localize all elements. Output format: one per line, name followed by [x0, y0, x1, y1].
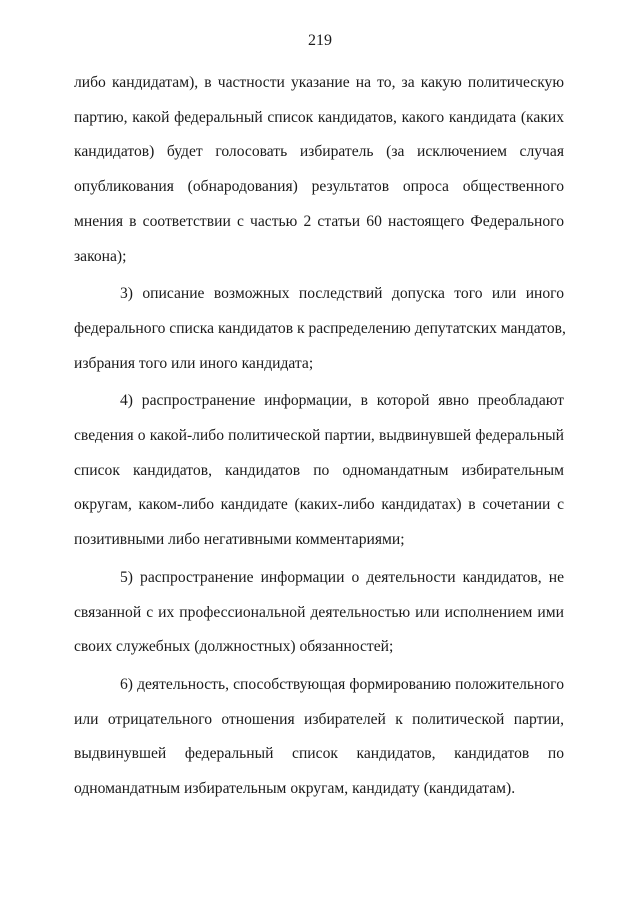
text-line: федерального списка кандидатов к распределению депутатских мандатов,: [74, 319, 566, 337]
text-line: 6) деятельность, способствующая формированию положительного: [120, 675, 564, 693]
text-line: позитивными либо негативными комментариями;: [74, 531, 405, 549]
text-line: опубликования (обнародования) результатов опроса общественного: [74, 178, 564, 196]
text-line: своих служебных (должностных) обязанностей;: [74, 638, 394, 656]
text-line: округам, каком-либо кандидате (каких-либо кандидатах) в сочетании с: [74, 496, 564, 514]
text-line: партию, какой федеральный список кандидатов, какого кандидата (каких: [74, 108, 564, 126]
text-line: связанной с их профессиональной деятельностью или исполнением ими: [74, 603, 564, 621]
text-line: или отрицательного отношения избирателей к политической партии,: [74, 710, 564, 728]
text-line: список кандидатов, кандидатов по одномандатным избирательным: [74, 461, 564, 479]
text-line: 4) распространение информации, в которой явно преобладают: [120, 392, 564, 410]
paragraph-item-5: [74, 561, 564, 665]
paragraph-item-4: [74, 384, 564, 558]
paragraph-continuation: [74, 66, 564, 274]
text-line: одномандатным избирательным округам, кандидату (кандидатам).: [74, 780, 516, 798]
page-number: 219: [308, 32, 332, 49]
document-body: [74, 66, 564, 807]
text-line: 3) описание возможных последствий допуска того или иного: [120, 285, 564, 303]
text-line: либо кандидатам), в частности указание на то, за какую политическую: [74, 74, 564, 91]
text-line: 5) распространение информации о деятельности кандидатов, не: [120, 568, 564, 586]
paragraph-item-6: [74, 668, 564, 807]
text-line: избрания того или иного кандидата;: [74, 354, 314, 372]
text-line: сведения о какой-либо политической партии, выдвинувшей федеральный: [74, 427, 564, 445]
paragraph-item-3: [74, 277, 564, 381]
text-line: выдвинувшей федеральный список кандидатов, кандидатов по: [74, 745, 564, 763]
text-line: мнения в соответствии с частью 2 статьи 60 настоящего Федерального: [74, 212, 564, 230]
text-line: закона);: [74, 247, 127, 265]
text-line: кандидатов) будет голосовать избиратель (за исключением случая: [74, 143, 564, 161]
